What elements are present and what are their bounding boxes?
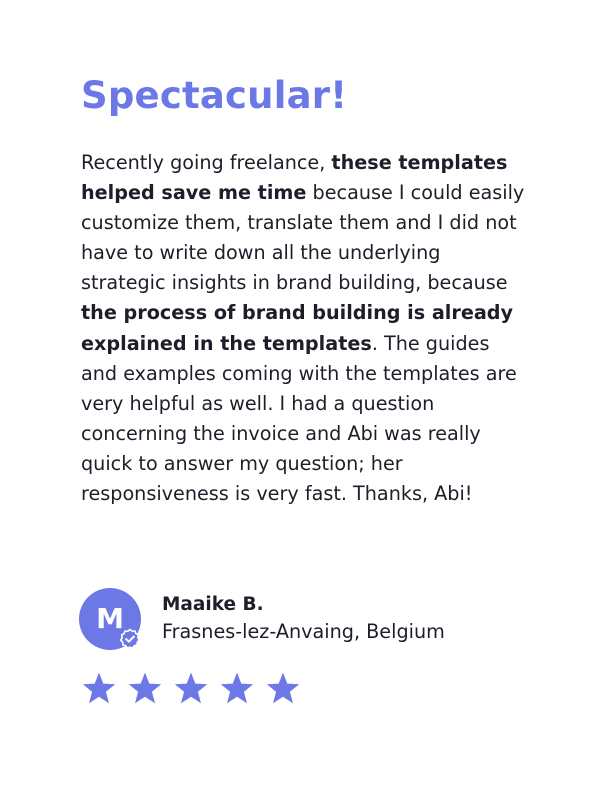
avatar [79,588,141,650]
star-rating [81,671,301,707]
star-icon [127,671,163,707]
star-icon [219,671,255,707]
review-body [81,148,531,509]
star-icon [173,671,209,707]
review-body-segment: . The guides and examples coming with the templates are very helpful as well. I had a question concerning the invoice and Abi was really quick to answer my question; her responsiveness is very fast. Thanks, Abi! [81,331,517,506]
star-icon [81,671,117,707]
review-card [81,70,531,509]
review-body-segment: because I could easily customize them, translate them and I did not have to write down all the underlying strategic insights in brand building, because [81,181,525,295]
verified-badge-icon [119,628,141,650]
star-icon [265,671,301,707]
author-details [162,592,445,646]
review-author [79,588,445,650]
avatar-initial: M [96,602,124,635]
review-body-segment: Recently going freelance, [81,151,332,174]
review-body-highlight: the process of brand building is already explained in the templates [81,301,514,355]
review-title: Spectacular! [81,74,348,117]
review-body-highlight: these templates helped save me time [81,151,508,205]
author-name: Maaike B. [162,594,264,615]
author-location: Frasnes-lez-Anvaing, Belgium [162,620,445,643]
